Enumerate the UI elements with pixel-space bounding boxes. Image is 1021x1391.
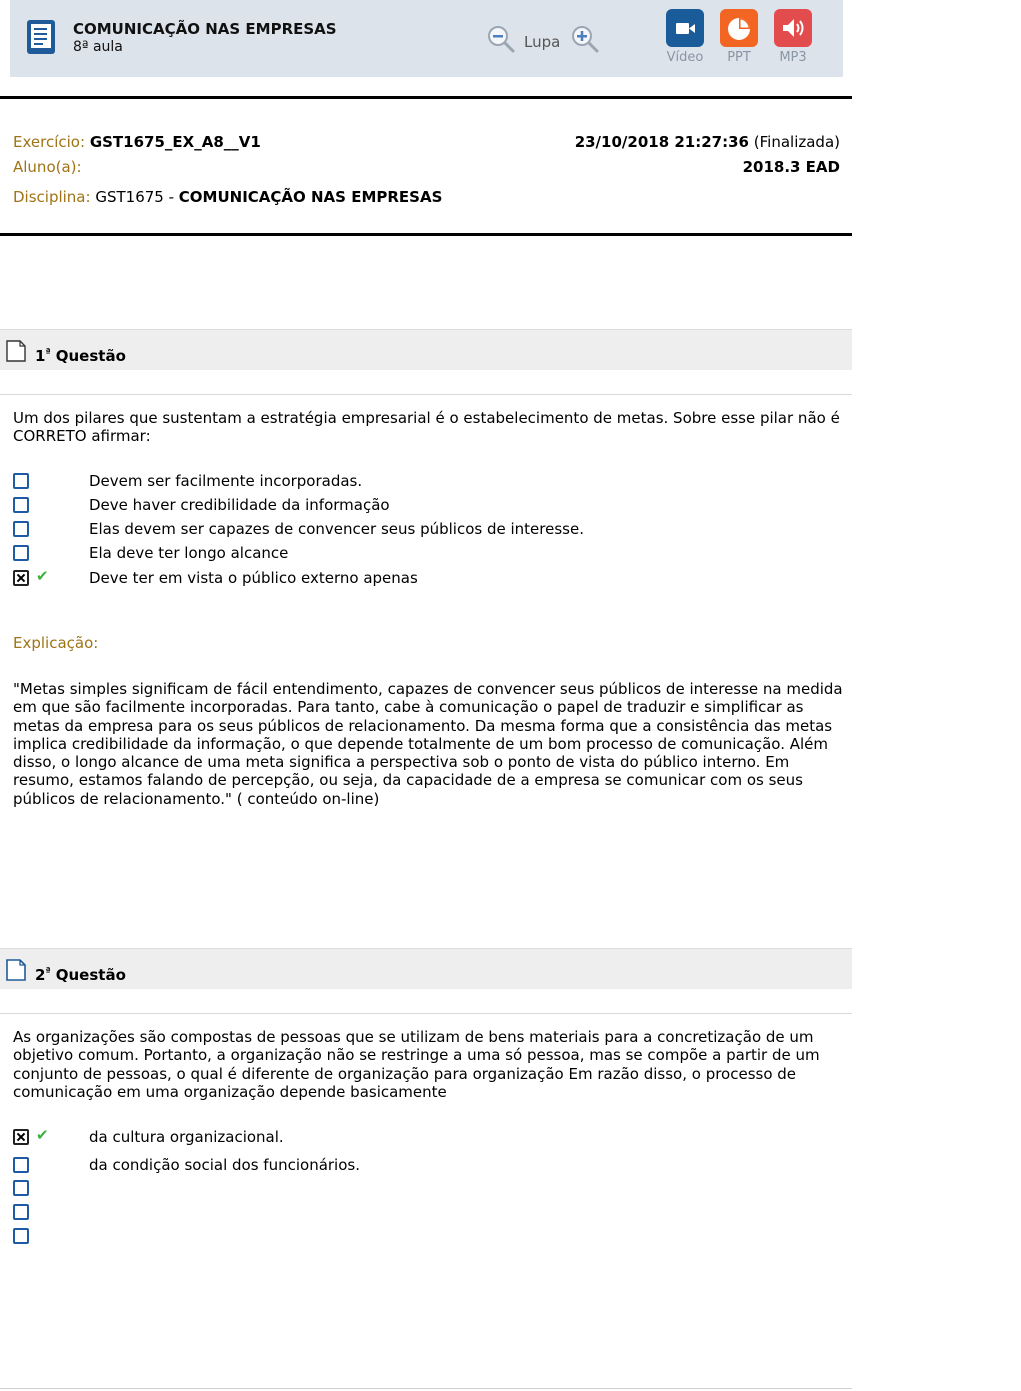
option-text: Devem ser facilmente incorporadas. <box>89 472 363 490</box>
page-bottom-divider <box>0 1388 852 1389</box>
page-icon <box>6 959 26 981</box>
video-label: Vídeo <box>666 50 704 65</box>
question-1-title: $1^ª$ Questão <box>35 347 126 365</box>
question-1-header <box>0 329 852 370</box>
checkbox-checked[interactable] <box>13 1129 29 1145</box>
option-text: Elas devem ser capazes de convencer seus públicos de interesse. <box>89 520 584 538</box>
ppt-label: PPT <box>727 50 751 65</box>
checkbox[interactable] <box>13 1204 29 1220</box>
option-text: da cultura organizacional. <box>89 1128 284 1146</box>
period: 2018.3 EAD <box>742 158 840 176</box>
exercise-label: Exercício: <box>13 133 86 151</box>
explanation-label: Explicação: <box>13 634 99 652</box>
checkbox-checked[interactable] <box>13 570 29 586</box>
ppt-button[interactable] <box>709 9 769 69</box>
question-2-separator <box>0 1013 852 1014</box>
divider-top <box>0 96 852 99</box>
zoom-out-icon[interactable] <box>486 24 516 54</box>
course-title: COMUNICAÇÃO NAS EMPRESAS <box>73 20 337 38</box>
zoom-in-icon[interactable] <box>570 24 600 54</box>
student-row <box>13 158 82 176</box>
checkbox[interactable] <box>13 521 29 537</box>
option-text: da condição social dos funcionários. <box>89 1156 360 1174</box>
page-icon <box>6 340 26 362</box>
student-label: Aluno(a): <box>13 158 82 176</box>
speaker-icon <box>774 9 812 47</box>
exercise-status: (Finalizada) <box>753 133 840 151</box>
discipline-name: COMUNICAÇÃO NAS EMPRESAS <box>178 188 443 206</box>
mp3-label: MP3 <box>779 50 807 65</box>
option-text: Deve haver credibilidade da informação <box>89 496 390 514</box>
question-2-title: $2^ª$ Questão <box>35 966 126 984</box>
course-header-bar <box>10 0 843 77</box>
explanation-text: "Metas simples significam de fácil entendimento, capazes de convencer seus públicos de interesse na medida em que são facilmente incorporadas. Para tanto, cabe à comunicação o papel de traduzir e simplificar as metas da empresa para os seus públicos de relacionamento. Da mesma forma que a consistência das metas implica credibilidade da informação, o que depende totalmente de um bom processo de comunicação. Além disso, o longo alcance de uma meta significa a perspectiva sob o ponto de vista do público interno. Em resumo, estamos falando de percepção, ou seja, da capacidade de a empresa se comunicar com os seus públicos de relacionamento." ( conteúdo on-line) <box>13 680 843 808</box>
divider-bottom <box>0 233 852 236</box>
option-text: Ela deve ter longo alcance <box>89 544 289 562</box>
checkbox[interactable] <box>13 1180 29 1196</box>
document-icon <box>24 18 58 56</box>
checkbox[interactable] <box>13 473 29 489</box>
exercise-value: GST1675_EX_A8__V1 <box>89 133 261 151</box>
question-2-statement: As organizações são compostas de pessoas que se utilizam de bens materiais para a concretização de um objetivo comum. Portanto, a organização não se restringe a uma só pessoa, mas se compõe a partir de um conjunto de pessoas, o qual é diferente de organização para organização Em razão disso, o processo de comunicação em uma organização depende basicamente <box>13 1028 820 1101</box>
correct-check-icon: ✔ <box>36 1126 49 1144</box>
exercise-datetime-row <box>575 133 840 151</box>
discipline-row <box>13 188 442 206</box>
exercise-id-row <box>13 133 261 151</box>
correct-check-icon: ✔ <box>36 567 49 585</box>
discipline-label: Disciplina: <box>13 188 91 206</box>
zoom-label: Lupa <box>524 33 561 51</box>
discipline-code: GST1675 - <box>95 188 175 206</box>
checkbox[interactable] <box>13 1228 29 1244</box>
checkbox[interactable] <box>13 497 29 513</box>
exercise-datetime: 23/10/2018 21:27:36 <box>574 133 749 151</box>
video-camera-icon <box>666 9 704 47</box>
video-button[interactable] <box>655 9 715 69</box>
pie-chart-icon <box>720 9 758 47</box>
question-1-statement: Um dos pilares que sustentam a estratégia empresarial é o estabelecimento de metas. Sobre esse pilar não é CORRETO afirmar: <box>13 409 840 446</box>
option-text: Deve ter em vista o público externo apenas <box>89 569 418 587</box>
mp3-button[interactable] <box>763 9 823 69</box>
question-1-separator <box>0 394 852 395</box>
course-subtitle: 8ª aula <box>73 39 123 55</box>
checkbox[interactable] <box>13 545 29 561</box>
question-2-header <box>0 948 852 989</box>
checkbox[interactable] <box>13 1157 29 1173</box>
